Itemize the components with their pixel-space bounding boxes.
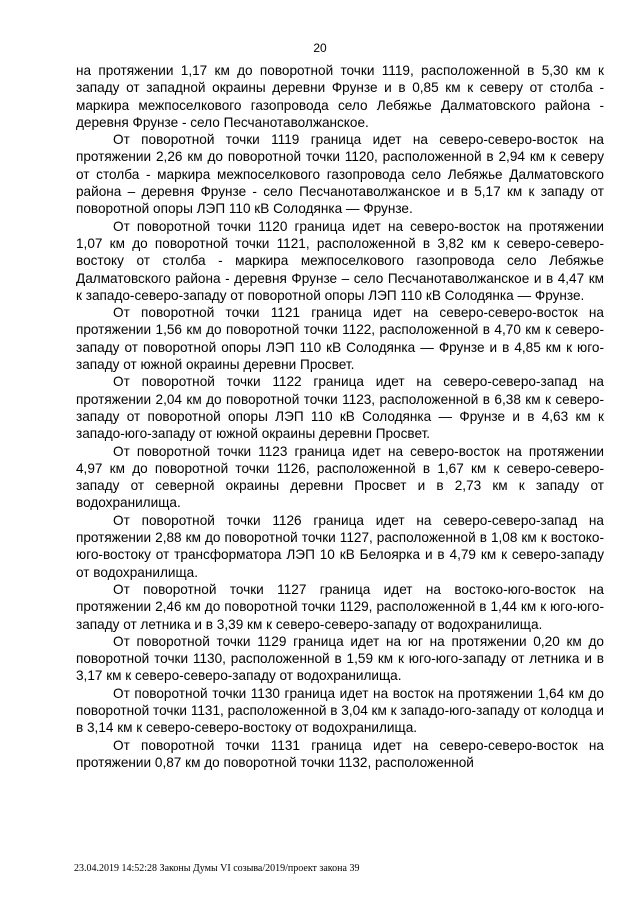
paragraph: От поворотной точки 1123 граница идет на северо-восток на протяжении 4,97 км до поворотной точки 1126, расположенной в 1,67 км к северо-северо-западу от северной окраины деревни Просвет и в 2,73 км к западу от водохранилища. [76,443,604,511]
paragraph: От поворотной точки 1129 граница идет на юг на протяжении 0,20 км до поворотной точки 1130, расположенной в 1,59 км к юго-юго-западу от летника и в 3,17 км к северо-северо-западу от водохранилища. [76,633,604,684]
footer-stamp: 23.04.2019 14:52:28 Законы Думы VI созыва/2019/проект закона 39 [74,863,360,874]
page-number: 20 [313,41,327,55]
body-text [76,62,604,771]
paragraph: От поворотной точки 1119 граница идет на северо-северо-восток на протяжении 2,26 км до поворотной точки 1120, расположенной в 2,94 км к северу от столба - маркира межпоселкового газопровода село Лебяжье Далматовского района – деревня Фрунзе - село Песчанотаволжанское и в 5,17 км к западу от поворотной опоры ЛЭП 110 кВ Солодянка — Фрунзе. [76,132,604,217]
paragraph: От поворотной точки 1131 граница идет на северо-северо-восток на протяжении 0,87 км до поворотной точки 1132, расположенной [76,737,604,770]
paragraph: От поворотной точки 1126 граница идет на северо-северо-запад на протяжении 2,88 км до поворотной точки 1127, расположенной в 1,08 км к востоко-юго-востоку от трансформатора ЛЭП 10 кВ Белоярка и в 4,79 км к северо-западу от водохранилища. [76,512,604,580]
paragraph: на протяжении 1,17 км до поворотной точки 1119, расположенной в 5,30 км к западу от западной окраины деревни Фрунзе и в 0,85 км к северу от столба - маркира межпоселкового газопровода село Лебяжье Далматовского района - деревня Фрунзе - село Песчанотаволжанское. [76,63,604,130]
paragraph: От поворотной точки 1127 граница идет на востоко-юго-восток на протяжении 2,46 км до поворотной точки 1129, расположенной в 1,44 км к юго-юго-западу от летника и в 3,39 км к северо-северо-западу от водохранилища. [76,581,604,632]
paragraph: От поворотной точки 1120 граница идет на северо-восток на протяжении 1,07 км до поворотной точки 1121, расположенной в 3,82 км к северо-северо-востоку от столба - маркира межпоселкового газопровода село Лебяжье Далматовского района - деревня Фрунзе – село Песчанотаволжанское и в 4,47 км к западо-северо-западу от поворотной опоры ЛЭП 110 кВ Солодянка — Фрунзе. [76,218,604,303]
paragraph: От поворотной точки 1130 граница идет на восток на протяжении 1,64 км до поворотной точки 1131, расположенной в 3,04 км к западо-юго-западу от колодца и в 3,14 км к северо-северо-востоку от водохранилища. [76,685,604,736]
paragraph: От поворотной точки 1122 граница идет на северо-северо-запад на протяжении 2,04 км до поворотной точки 1123, расположенной в 6,38 км к северо-западу от поворотной опоры ЛЭП 110 кВ Солодянка — Фрунзе и в 4,63 км к западо-юго-западу от южной окраины деревни Просвет. [76,374,604,442]
paragraph: От поворотной точки 1121 граница идет на северо-северо-восток на протяжении 1,56 км до поворотной точки 1122, расположенной в 4,70 км к северо-западу от поворотной опоры ЛЭП 110 кВ Солодянка — Фрунзе и в 4,85 км к юго-западу от южной окраины деревни Просвет. [76,305,604,373]
